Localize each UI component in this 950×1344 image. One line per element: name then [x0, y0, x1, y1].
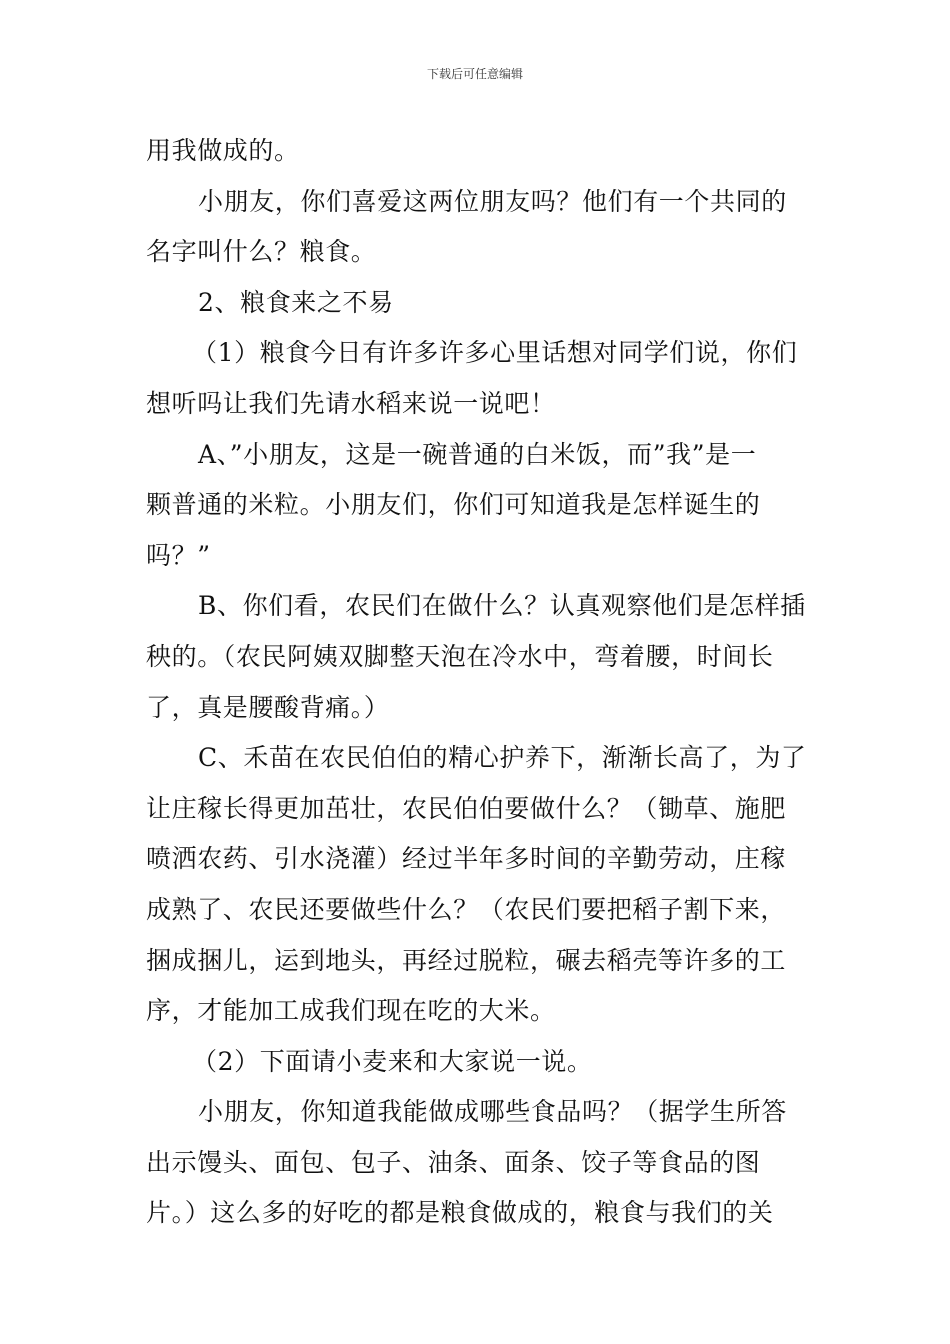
paragraph-first-line: B、你们看，农民们在做什么？认真观察他们是怎样插 [198, 591, 806, 621]
text-line: 名字叫什么？粮食。 [146, 237, 377, 267]
text-line: 片。）这么多的好吃的都是粮食做成的，粮食与我们的关 [146, 1198, 774, 1228]
paragraph-first-line: （1）粮食今日有许多许多心里话想对同学们说，你们 [192, 338, 798, 368]
text-line: 喷洒农药、引水浇灌）经过半年多时间的辛勤劳动，庄稼 [146, 844, 787, 874]
text-line: 出示馒头、面包、包子、油条、面条、饺子等食品的图 [146, 1147, 761, 1177]
text-line: 让庄稼长得更加茁壮，农民伯伯要做什么？（锄草、施肥 [146, 793, 787, 823]
text-line: 序，才能加工成我们现在吃的大米。 [146, 996, 556, 1026]
text-line: 秧的。（农民阿姨双脚整天泡在冷水中，弯着腰，时间长 [146, 641, 774, 671]
page-header: 下载后可任意编辑 [426, 67, 523, 81]
text-line: 捆成捆儿，运到地头，再经过脱粒，碾去稻壳等许多的工 [146, 945, 787, 975]
text-line: 了，真是腰酸背痛。） [146, 692, 390, 722]
text-line: 颗普通的米粒。小朋友们，你们可知道我是怎样诞生的 [146, 490, 761, 520]
text-line: 吗？” [146, 540, 211, 570]
text-line: 用我做成的。 [146, 136, 300, 165]
paragraph-first-line: （2）下面请小麦来和大家说一说。 [192, 1046, 593, 1076]
text-line: 成熟了、农民还要做些什么？（农民们要把稻子割下来， [146, 894, 787, 924]
section-heading: 2、粮食来之不易 [198, 287, 394, 317]
paragraph-first-line: 小朋友，你知道我能做成哪些食品吗？（据学生所答 [198, 1097, 787, 1127]
paragraph-first-line: 小朋友，你们喜爱这两位朋友吗？他们有一个共同的 [198, 186, 787, 216]
paragraph-first-line: A、”小朋友，这是一碗普通的白米饭，而”我”是一 [198, 439, 757, 469]
paragraph-first-line: C、禾苗在农民伯伯的精心护养下，渐渐长高了，为了 [198, 743, 807, 773]
document-body [146, 126, 808, 1239]
text-line: 想听吗让我们先请水稻来说一说吧！ [146, 388, 556, 418]
